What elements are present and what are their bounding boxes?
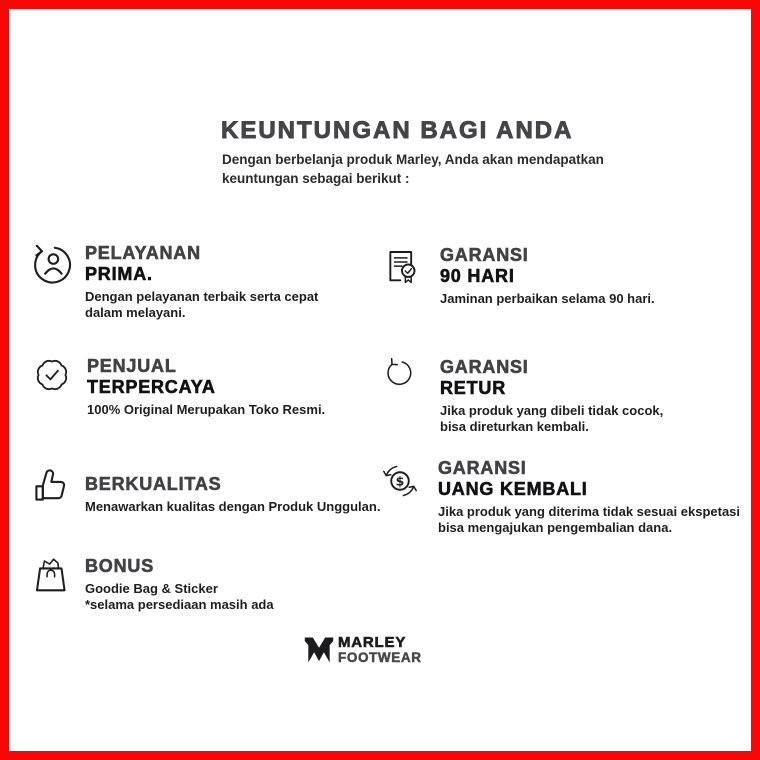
svg-text:$: $ — [395, 473, 405, 489]
benefit-desc: Jaminan perbaikan selama 90 hari. — [440, 291, 655, 306]
benefit-pelayanan-prima — [30, 243, 318, 321]
benefit-desc: Dengan pelayanan terbaik serta cepat — [85, 289, 319, 304]
page-subtitle — [222, 150, 604, 188]
benefit-desc: Jika produk yang dibeli tidak cocok, — [440, 403, 664, 418]
brand-name: MARLEY — [338, 634, 407, 651]
marley-logo-icon — [303, 633, 335, 667]
benefit-title: TERPERCAYA — [87, 377, 216, 397]
benefit-title: PENJUAL — [87, 356, 177, 376]
benefit-title: GARANSI — [440, 245, 529, 265]
money-back-icon — [380, 461, 420, 501]
verified-seal-icon — [33, 356, 71, 394]
benefit-title: UANG KEMBALI — [438, 479, 588, 499]
benefit-garansi-retur — [382, 357, 663, 435]
benefit-garansi-90-hari — [382, 245, 655, 307]
benefit-garansi-uang-kembali — [380, 458, 740, 536]
certificate-icon — [382, 245, 422, 289]
benefit-desc: dalam melayani. — [85, 305, 186, 320]
benefit-desc: Goodie Bag & Sticker — [85, 581, 218, 596]
subtitle-line: Dengan berbelanja produk Marley, Anda akan mendapatkan — [222, 152, 604, 167]
benefit-bonus — [30, 556, 274, 613]
benefit-title: BONUS — [85, 556, 155, 576]
benefit-berkualitas — [30, 474, 380, 515]
benefit-penjual-terpercaya — [32, 356, 325, 418]
brand-logo — [303, 633, 422, 667]
return-arrow-icon — [383, 357, 415, 389]
benefit-desc: 100% Original Merupakan Toko Resmi. — [87, 402, 326, 417]
benefit-desc: bisa mengajukan pengembalian dana. — [438, 520, 673, 535]
thumbs-up-icon — [30, 462, 74, 506]
benefit-title: BERKUALITAS — [85, 474, 222, 494]
benefit-title: PELAYANAN — [85, 243, 201, 263]
benefit-title: PRIMA. — [85, 264, 153, 284]
shopping-bag-icon — [30, 553, 72, 597]
benefit-title: 90 HARI — [440, 266, 515, 286]
brand-name-secondary: FOOTWEAR — [338, 650, 422, 665]
brand-text — [338, 635, 422, 665]
benefit-desc: Menawarkan kualitas dengan Produk Unggulan. — [85, 499, 381, 514]
benefit-title: GARANSI — [438, 458, 527, 478]
subtitle-line: keuntungan sebagai berikut : — [222, 171, 410, 186]
benefit-title: RETUR — [440, 378, 506, 398]
benefit-desc: *selama persediaan masih ada — [85, 597, 274, 612]
benefit-desc: Jika produk yang diterima tidak sesuai ekspetasi — [438, 504, 741, 519]
benefit-desc: bisa direturkan kembali. — [440, 419, 589, 434]
benefit-title: GARANSI — [440, 357, 529, 377]
page-title: KEUNTUNGAN BAGI ANDA — [221, 117, 574, 144]
customer-service-icon — [30, 243, 74, 287]
